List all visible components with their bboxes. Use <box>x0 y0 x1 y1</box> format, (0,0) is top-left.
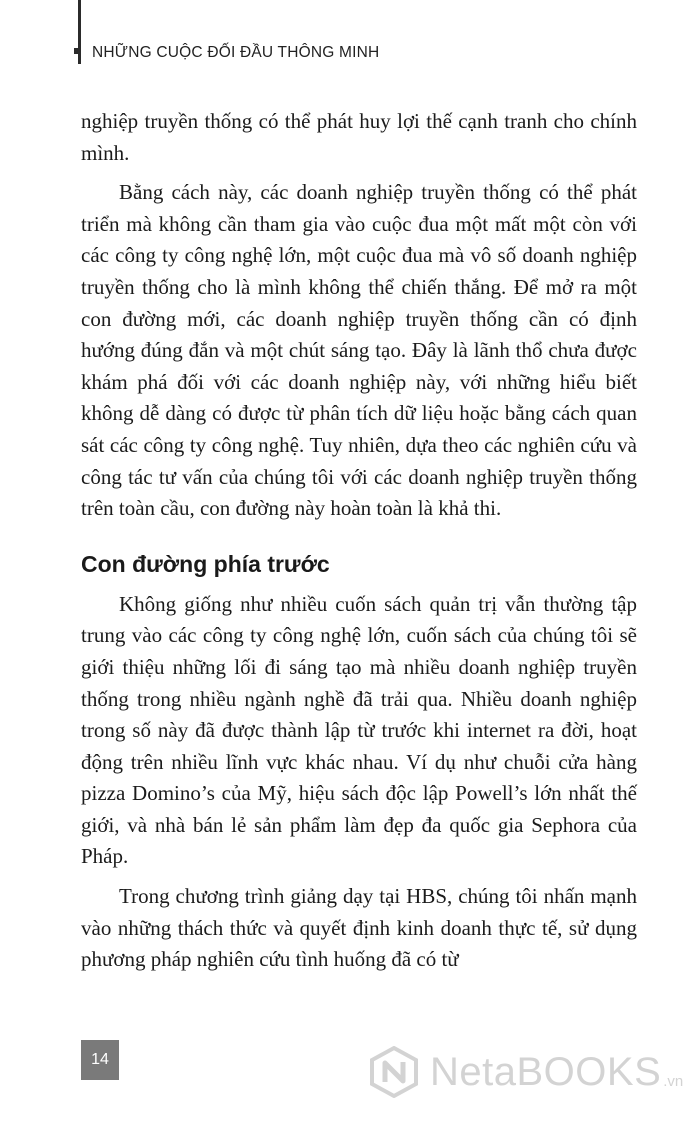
section-heading: Con đường phía trước <box>81 550 330 577</box>
page-number: 14 <box>81 1040 119 1080</box>
paragraph: Bằng cách này, các doanh nghiệp truyền thống có thể phát triển mà không cần tham gia vào cuộc đua một mất một còn với các công ty công nghệ lớn, một cuộc đua mà vô số doanh nghiệp truyền thống cho là mình không thể chiến thắng. Để mở ra một con đường mới, các doanh nghiệp truyền thống cần có định hướng đúng đắn và một chút sáng tạo. Đây là lãnh thổ chưa được khám phá đối với các doanh nghiệp này, với những hiểu biết không dễ dàng có được từ phân tích dữ liệu hoặc bằng cách quan sát các công ty công nghệ. Tuy nhiên, dựa theo các nghiên cứu và công tác tư vấn của chúng tôi với các doanh nghiệp truyền thống trên toàn cầu, con đường này hoàn toàn là khả thi. <box>81 180 637 521</box>
page-body <box>81 106 637 976</box>
netabooks-logo-icon <box>368 1046 420 1098</box>
paragraph: nghiệp truyền thống có thể phát huy lợi thế cạnh tranh cho chính mình. <box>81 109 637 165</box>
running-title: NHỮNG CUỘC ĐỐI ĐẦU THÔNG MINH <box>92 44 380 61</box>
watermark-suffix: .vn <box>663 1073 684 1090</box>
watermark-brand: NetaBOOKS <box>430 1049 662 1094</box>
paragraph: Không giống như nhiều cuốn sách quản trị vẫn thường tập trung vào các công ty công nghệ lớn, cuốn sách của chúng tôi sẽ giới thiệu những lối đi sáng tạo mà nhiều doanh nghiệp truyền thống trong nhiều ngành nghề đã trải qua. Nhiều doanh nghiệp trong số này đã được thành lập từ trước khi internet ra đời, hoạt động trên nhiều lĩnh vực khác nhau. Ví dụ như chuỗi cửa hàng pizza Domino’s của Mỹ, hiệu sách độc lập Powell’s lớn nhất thế giới, và nhà bán lẻ sản phẩm làm đẹp đa quốc gia Sephora của Pháp. <box>81 591 637 869</box>
watermark <box>368 1044 683 1100</box>
header-bullet <box>74 48 80 54</box>
paragraph: Trong chương trình giảng dạy tại HBS, chúng tôi nhấn mạnh vào những thách thức và quyết định kinh doanh thực tế, sử dụng phương pháp nghiên cứu tình huống đã có từ <box>81 884 637 972</box>
header-vertical-rule <box>78 0 81 64</box>
